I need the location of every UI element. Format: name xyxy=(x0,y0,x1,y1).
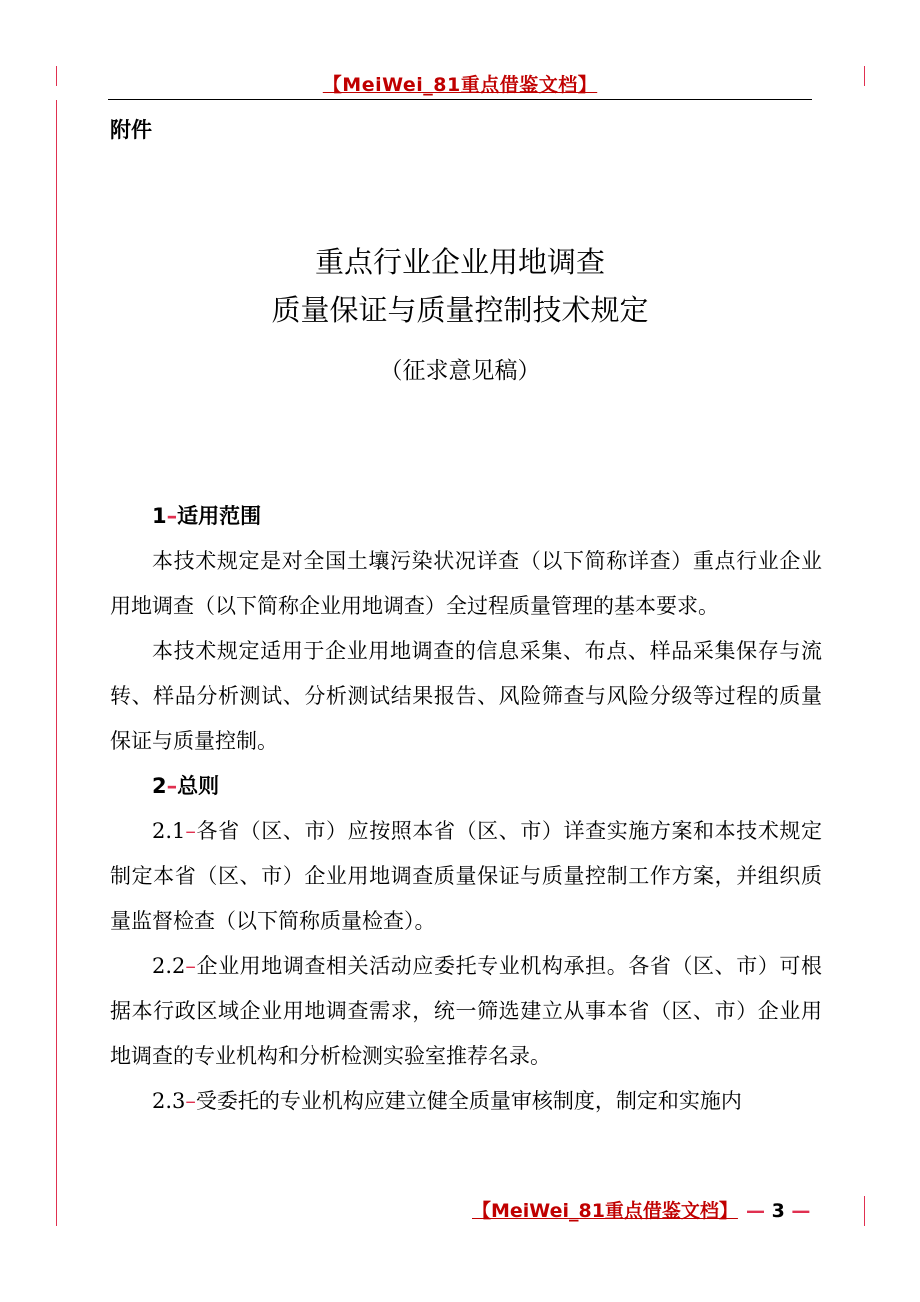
header-watermark: 【MeiWei_81重点借鉴文档】 xyxy=(322,74,598,96)
paragraph: 本技术规定适用于企业用地调查的信息采集、布点、样品采集保存与流转、样品分析测试、分析测试结果报告、风险筛查与风险分级等过程的质量保证与质量控制。 xyxy=(110,639,822,753)
margin-mark-bottom-left xyxy=(56,1196,57,1226)
document-title-line2: 质量保证与质量控制技术规定 xyxy=(271,293,649,327)
paragraph: 本技术规定是对全国土壤污染状况详查（以下简称详查）重点行业企业用地调查（以下简称企业用地调查）全过程质量管理的基本要求。 xyxy=(110,549,822,618)
section-heading-1: 1–适用范围 xyxy=(152,504,262,528)
section-heading-2: 2–总则 xyxy=(152,774,220,798)
clause-2-2: 2.2–企业用地调查相关活动应委托专业机构承担。各省（区、市）可根据本行政区域企业用地调查需求，统一筛选建立从事本省（区、市）企业用地调查的专业机构和分析检测实验室推荐名录。 xyxy=(110,954,822,1068)
document-body xyxy=(110,494,822,1124)
document-subtitle: （征求意见稿） xyxy=(379,358,541,384)
clause-2-3: 2.3–受委托的专业机构应建立健全质量审核制度，制定和实施内 xyxy=(152,1089,742,1113)
document-title-line1: 重点行业企业用地调查 xyxy=(314,245,605,279)
margin-mark-bottom-right xyxy=(864,1196,865,1226)
page-number: — 3 — xyxy=(745,1200,811,1222)
clause-2-1: 2.1–各省（区、市）应按照本省（区、市）详查实施方案和本技术规定制定本省（区、市）企业用地调查质量保证与质量控制工作方案，并组织质量监督检查（以下简称质量检查）。 xyxy=(110,819,822,933)
header-rule xyxy=(108,99,812,100)
attachment-label: 附件 xyxy=(110,118,152,142)
footer-watermark: 【MeiWei_81重点借鉴文档】 — 3 — xyxy=(472,1200,811,1222)
